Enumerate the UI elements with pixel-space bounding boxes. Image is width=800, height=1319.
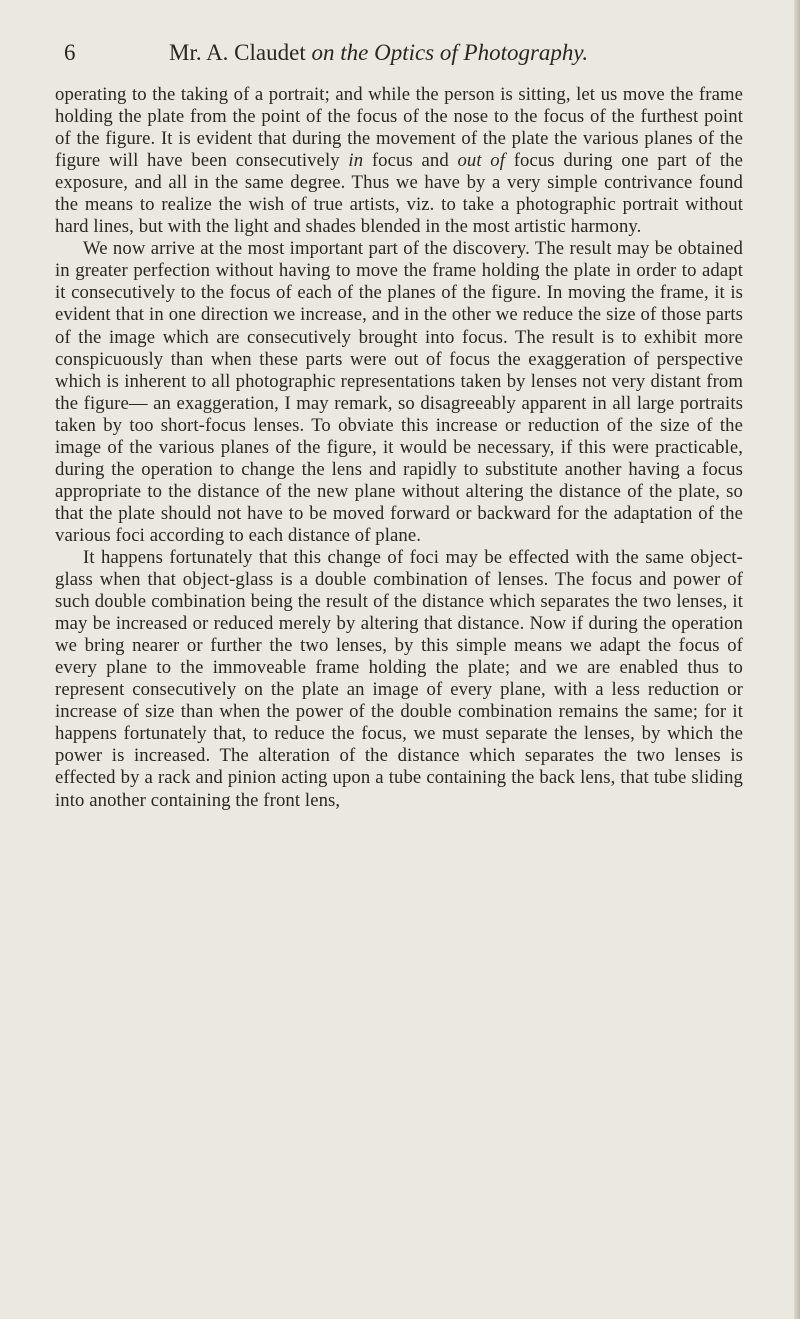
paragraph-3: It happens fortunately that this change of foci may be effected with the same object-glass when that object-glass is a double combination of lenses. The focus and power of such double combination being the result of the distance which separates the two lenses, it may be increased or reduced merely by altering that distance. Now if during the operation we bring nearer or further the two lenses, by this simple means we adapt the focus of every plane to the immoveable frame holding the plate; and we are enabled thus to represent consecutively on the plate an image of every plane, with a less reduction or increase of size than when the power of the double combination remains the same; for it happens fortunately that, to reduce the focus, we must separate the lenses, by which the power is increased. The alteration of the distance which separates the two lenses is effected by a rack and pinion acting upon a tube containing the back lens, that tube sliding into another containing the front lens, <box>55 546 743 811</box>
paragraph-1-text-c: focus during one part of the exposure, and all in the same degree. Thus we have by a very simple contrivance found the means to realize the wish of true artists, viz. to take a photographic portrait without hard lines, but with the light and shades blended in the most artistic harmony. <box>55 150 744 238</box>
body-text <box>55 84 743 812</box>
running-head <box>169 40 588 66</box>
running-head-title: on the Optics of Photography. <box>311 40 589 65</box>
paragraph-2: We now arrive at the most important part of the discovery. The result may be obtained in greater perfection without having to move the frame holding the plate in order to adapt it consecutively to the focus of each of the planes of the figure. In moving the frame, it is evident that in one direction we increase, and in the other we reduce the size of those parts of the image which are consecutively brought into focus. The result is to exhibit more conspicuously than when these parts were out of focus the exaggeration of perspective which is inherent to all photographic representations taken by lenses not very distant from the figure— an exaggeration, I may remark, so disagreeably apparent in all large portraits taken by too short-focus lenses. To obviate this increase or reduction of the size of the image of the various planes of the figure, it would be necessary, if this were practicable, during the operation to change the lens and rapidly to substitute another having a focus appropriate to the distance of the new plane without altering the distance of the plate, so that the plate should not have to be moved forward or backward for the adaptation of the various foci according to each distance of plane. <box>55 238 743 546</box>
paragraph-1-italic-out-of: out of <box>457 150 506 172</box>
running-head-author: Mr. A. Claudet <box>169 40 306 65</box>
page-number: 6 <box>64 40 76 65</box>
paragraph-1-text-b: focus and <box>363 150 458 172</box>
page-header <box>64 40 704 80</box>
page-edge-shadow <box>794 0 800 1319</box>
paragraph-1 <box>55 84 743 238</box>
paragraph-1-text-a: operating to the taking of a portrait; and while the person is sitting, let us move the frame holding the plate from the point of the focus of the nose to the focus of the furthest point of the figure. It is evident that during the movement of the plate the various planes of the figure will have been consecutively <box>55 84 743 172</box>
paragraph-1-italic-in: in <box>348 150 364 172</box>
